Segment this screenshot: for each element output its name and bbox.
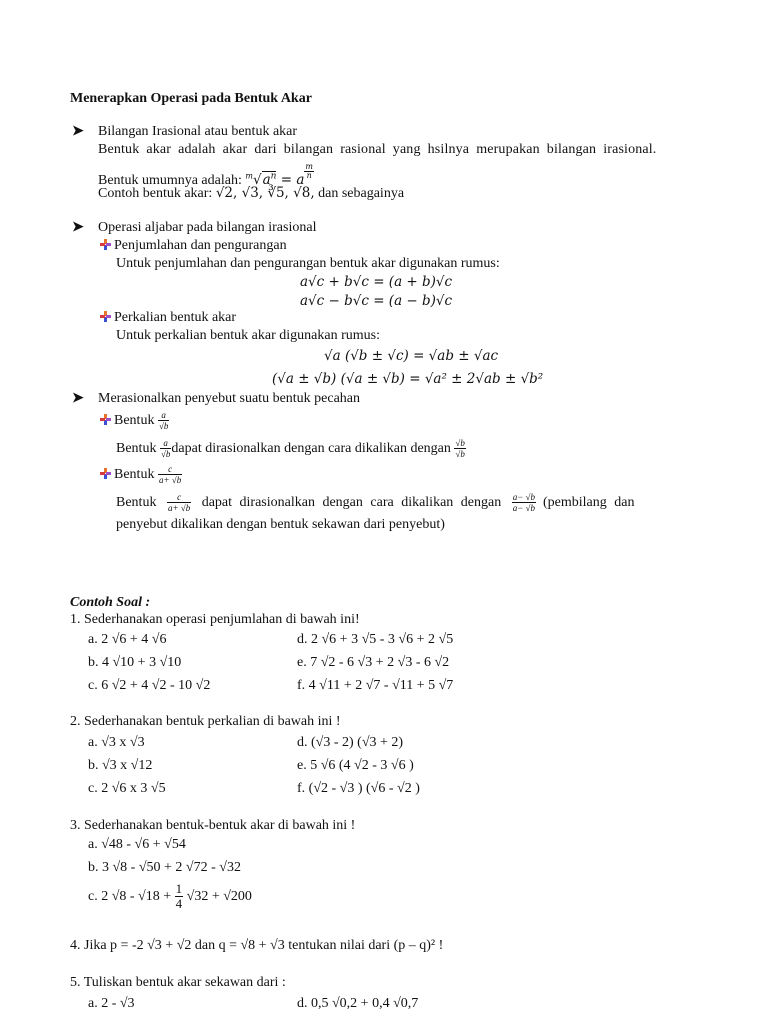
question-2c: c. 2 √6 x 3 √5 — [88, 781, 166, 796]
plus-bullet-icon — [100, 468, 111, 479]
question-1b: b. 4 √10 + 3 √10 — [88, 655, 182, 670]
formula-addition: a√c + b√c = (a + b)√c — [300, 274, 453, 290]
plus-bullet-icon — [100, 239, 111, 250]
fraction-c-over-a-plus-root-b: $\frac{c}{a+ √b}$ — [158, 464, 182, 486]
arrow-bullet-icon: ➤ — [72, 220, 84, 235]
question-2a: a. √3 x √3 — [88, 735, 145, 750]
general-form-formula: $^m√a^n = a$ $\frac{m}{n}$ — [245, 162, 313, 188]
question-2: 2. Sederhanakan bentuk perkalian di bawah ini ! — [70, 714, 341, 729]
question-1a: a. 2 √6 + 4 √6 — [88, 632, 167, 647]
question-2d: d. (√3 - 2) (√3 + 2) — [297, 735, 404, 750]
bentuk-2-label: Bentuk $\frac{c}{a+ √b}$ — [100, 462, 182, 488]
question-3b: b. 3 √8 - √50 + 2 √72 - √32 — [88, 860, 241, 875]
sub-bullet-penjumlahan: Penjumlahan dan pengurangan — [100, 238, 287, 254]
fraction-a-over-root-b: $\frac{a}{√b}$ — [158, 410, 169, 432]
plus-bullet-icon — [100, 311, 111, 322]
question-3a: a. √48 - √6 + √54 — [88, 837, 186, 852]
arrow-bullet-icon: ➤ — [72, 391, 84, 406]
question-3c: c. 2 √8 - √18 + $\frac{1}{4}$ √32 + √200 — [88, 881, 252, 912]
section1-heading: Bilangan Irasional atau bentuk akar — [98, 124, 298, 139]
formula-subtraction: a√c − b√c = (a − b)√c — [300, 293, 453, 309]
question-2b: b. √3 x √12 — [88, 758, 153, 773]
question-2e: e. 5 √6 (4 √2 - 3 √6 ) — [297, 758, 414, 773]
fraction-conjugate: $\frac{a- √b}{a- √b}$ — [512, 492, 535, 514]
formula-multiplication-1: √a (√b ± √c) = √ab ± √ac — [324, 348, 499, 364]
question-1d: d. 2 √6 + 3 √5 - 3 √6 + 2 √5 — [297, 632, 454, 647]
sub1-text: Untuk penjumlahan dan pengurangan bentuk akar digunakan rumus: — [116, 256, 500, 271]
fraction-c-over-a-plus-root-b: $\frac{c}{a+ √b}$ — [167, 492, 191, 514]
arrow-bullet-icon: ➤ — [72, 124, 84, 139]
example-roots: √2, √3, ∛5, √8, — [215, 185, 315, 201]
general-form-label: Bentuk umumnya adalah: — [98, 173, 242, 188]
section1-examples: Contoh bentuk akar: √2, √3, ∛5, √8, dan sebagainya — [98, 185, 405, 201]
question-3: 3. Sederhanakan bentuk-bentuk akar di bawah ini ! — [70, 818, 356, 833]
question-4: 4. Jika p = -2 √3 + √2 dan q = √8 + √3 tentukan nilai dari (p – q)² ! — [70, 938, 444, 953]
plus-bullet-icon — [100, 414, 111, 425]
question-5: 5. Tuliskan bentuk akar sekawan dari : — [70, 975, 286, 990]
question-2f: f. (√2 - √3 ) (√6 - √2 ) — [297, 781, 420, 796]
question-1: 1. Sederhanakan operasi penjumlahan di bawah ini! — [70, 612, 360, 627]
bentuk-1-description: Bentuk $\frac{a}{√b}$ dapat dirasionalkan dengan cara dikalikan dengan $\frac{√b}{√b}$ — [116, 438, 465, 460]
fraction-one-quarter: $\frac{1}{4}$ — [175, 881, 183, 912]
contoh-soal-title: Contoh Soal : — [70, 595, 151, 610]
sub-bullet-perkalian: Perkalian bentuk akar — [100, 310, 236, 326]
bentuk-1-label: Bentuk $\frac{a}{√b}$ — [100, 408, 169, 434]
question-1c: c. 6 √2 + 4 √2 - 10 √2 — [88, 678, 211, 693]
section3-heading: Merasionalkan penyebut suatu bentuk pecahan — [98, 391, 361, 406]
section1-definition: Bentuk akar adalah akar dari bilangan rasional yang hsilnya merupakan bilangan irasional. — [98, 142, 657, 157]
sub2-text: Untuk perkalian bentuk akar digunakan rumus: — [116, 328, 380, 343]
question-1f: f. 4 √11 + 2 √7 - √11 + 5 √7 — [297, 678, 454, 693]
bentuk-2-description-line2: penyebut dikalikan dengan bentuk sekawan dari penyebut) — [116, 517, 445, 532]
section2-heading: Operasi aljabar pada bilangan irasional — [98, 220, 317, 235]
question-1e: e. 7 √2 - 6 √3 + 2 √3 - 6 √2 — [297, 655, 450, 670]
question-5a: a. 2 - √3 — [88, 996, 135, 1011]
bentuk-2-description: Bentuk $\frac{c}{a+ √b}$ dapat dirasionalkan dengan cara dikalikan dengan $\frac{a- √b}{a- √b}$ (pembilang dan — [116, 492, 635, 514]
formula-multiplication-2: (√a ± √b) (√a ± √b) = √a² ± 2√ab ± √b² — [272, 371, 544, 387]
fraction-a-over-root-b: $\frac{a}{√b}$ — [160, 438, 171, 460]
page-title: Menerapkan Operasi pada Bentuk Akar — [70, 91, 312, 106]
fraction-root-b-over-root-b: $\frac{√b}{√b}$ — [455, 438, 465, 460]
question-5d: d. 0,5 √0,2 + 0,4 √0,7 — [297, 996, 419, 1011]
